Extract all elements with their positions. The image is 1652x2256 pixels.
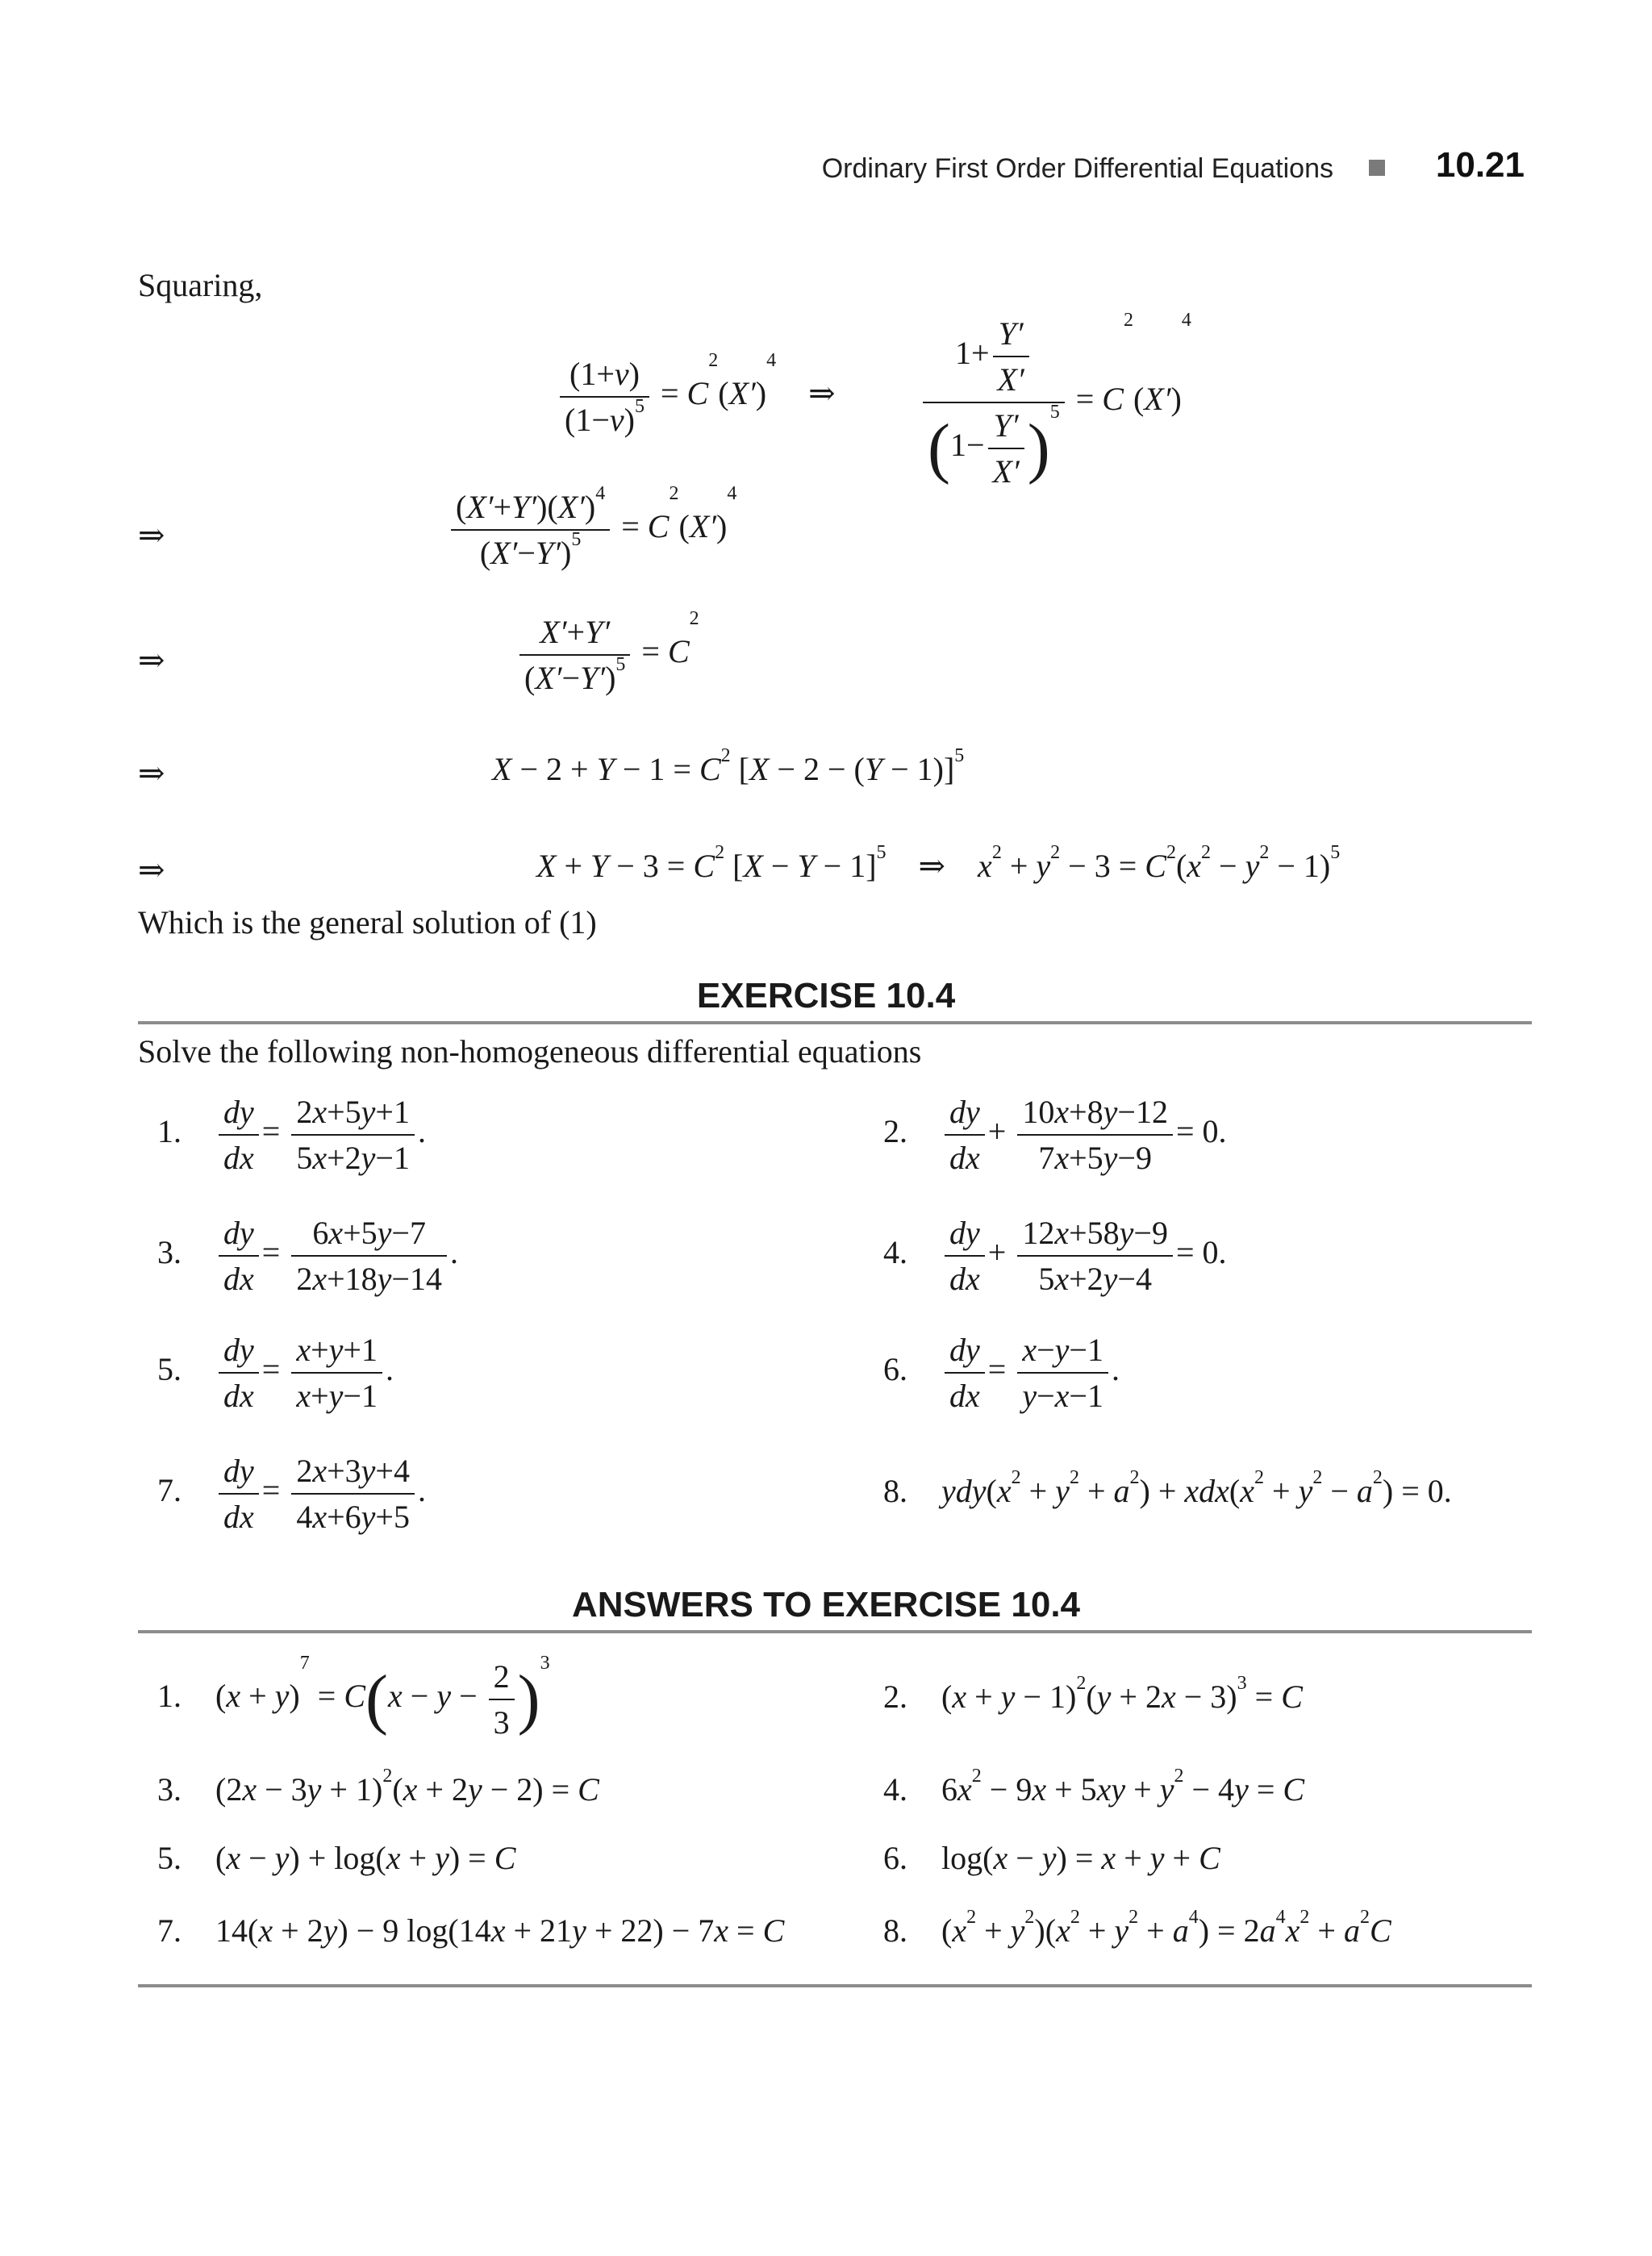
item-number: 1. [157,1113,181,1150]
running-title: Ordinary First Order Differential Equations [821,153,1333,184]
item-number: 4. [883,1234,907,1271]
equation-squared: $\frac{(1+v)}{(1-v)^5}$ = $C^2(X')^4$ ⇒ [557,355,860,439]
exercise-item: 2. $\frac{dy}{dx}$ + $\frac{10x+8y-12}{7x+5y-9}$ = 0. [883,1094,1227,1176]
implies-symbol: ⇒ [138,755,165,791]
implies-symbol: ⇒ [138,852,165,888]
exercise-item: 1. $\frac{dy}{dx}$ = $\frac{2x+5y+1}{5x+2y-1}$ . [157,1094,426,1176]
implies-symbol: ⇒ [138,642,165,678]
item-number: 7. [157,1472,181,1509]
answer-item: 5. (x − y) + log(x + y) = C [157,1840,516,1876]
answer-item: 8. $(x^2 + y^2)(x^2 + y^2 + a^4) = 2a^4x^2 + a^2C$ [883,1907,1391,1949]
exercise-item: 8. $ydy(x^2 + y^2 + a^2) + xdx(x^2 + y^2 - a^2) = 0$. [883,1467,1452,1509]
exercise-item: 7. $\frac{dy}{dx}$ = $\frac{2x+3y+4}{4x+6y+5}$ . [157,1453,426,1535]
item-number: 2. [883,1113,907,1150]
item-number: 2. [883,1678,907,1715]
bottom-rule [138,1984,1532,1987]
answers-rule [138,1630,1532,1633]
answer-item: 3. $(2x - 3y + 1)^2(x + 2y - 2) = C$ [157,1766,599,1808]
item-number: 8. [883,1912,907,1949]
equation-step-2: $\frac{(X'+Y')(X')^4}{(X'-Y')^5}$ = $C^2(X')^4$ [448,488,736,572]
answers-heading: ANSWERS TO EXERCISE 10.4 [571,1585,1081,1624]
exercise-item: 6. $\frac{dy}{dx}$ = $\frac{x-y-1}{y-x-1}$ . [883,1332,1120,1414]
equation-step-3: $\frac{X'+Y'}{(X'-Y')^5}$ = $C^2$ [516,613,699,697]
item-number: 6. [883,1840,907,1876]
equation-step-4: $X - 2 + Y - 1 = C^2$ $[X - 2 - (Y - 1)]^5$ [492,745,965,787]
equation-step-5: $X + Y - 3 = C^2$ $[X - Y - 1]^5$ ⇒ $x^2 + y^2 - 3 = C^2(x^2 - y^2 - 1)^5$ [536,842,1341,884]
item-number: 5. [157,1351,181,1388]
item-number: 1. [157,1678,181,1715]
answer-item: 7. 14(x + 2y) − 9 log(14x + 21y + 22) − 7x = C [157,1912,785,1949]
square-bullet-icon [1369,160,1385,176]
exercise-item: 4. $\frac{dy}{dx}$ + $\frac{12x+58y-9}{5x+2y-4}$ = 0. [883,1215,1227,1297]
item-number: 3. [157,1771,181,1808]
answer-item: 1. $(x + y)^7 = C(x - y$ − $\frac{2}{3}$ )$^3$ [157,1653,550,1741]
conclusion-text: Which is the general solution of (1) [138,904,597,940]
item-number: 8. [883,1473,907,1509]
intro-text: Squaring, [138,267,263,303]
exercise-heading: EXERCISE 10.4 [696,976,956,1015]
item-number: 4. [883,1771,907,1808]
answer-item: 4. $6x^2 - 9x + 5xy + y^2 - 4y = C$ [883,1766,1305,1808]
item-number: 5. [157,1840,181,1876]
page-number: 10.21 [1435,145,1525,185]
implies-symbol: ⇒ [138,517,165,553]
answer-item: 2. $(x + y - 1)^2(y + 2x - 3)^3 = C$ [883,1673,1303,1715]
answer-item: 6. log(x − y) = x + y + C [883,1840,1220,1876]
item-number: 3. [157,1234,181,1271]
item-number: 7. [157,1912,181,1949]
exercise-instruction: Solve the following non-homogeneous differential equations [138,1033,922,1070]
item-number: 6. [883,1351,907,1388]
exercise-item: 3. $\frac{dy}{dx}$ = $\frac{6x+5y-7}{2x+18y-14}$ . [157,1215,458,1297]
exercise-rule [138,1021,1532,1024]
exercise-item: 5. $\frac{dy}{dx}$ = $\frac{x+y+1}{x+y-1}$ . [157,1332,394,1414]
equation-substituted: 1+ $\frac{Y'}{X'}$ (1− $\frac{Y'}{X'}$ )$^5$ = $C^2(X')^4$ [920,315,1191,490]
